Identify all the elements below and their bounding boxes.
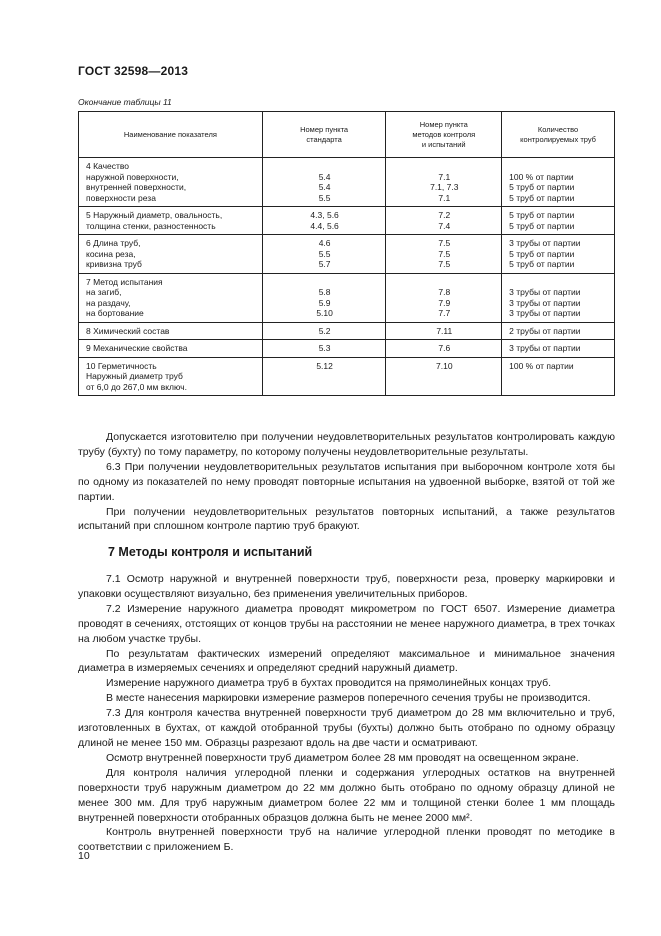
column-header-line: Наименование показателя bbox=[123, 129, 217, 139]
indicator-name-line: наружной поверхности, bbox=[86, 171, 179, 182]
indicator-name-line: 8 Химический состав bbox=[86, 325, 170, 336]
test-method-clause-cell bbox=[386, 322, 502, 340]
sample-quantity-cell bbox=[502, 158, 615, 207]
test-method-clause-line: 7.7 bbox=[438, 308, 451, 318]
indicator-name-cell bbox=[79, 158, 263, 207]
sample-quantity-cell bbox=[502, 357, 615, 396]
standard-clause-line: 4.6 bbox=[318, 238, 331, 248]
test-method-clause-line: 7.5 bbox=[438, 248, 451, 259]
test-method-clause-line: 7.11 bbox=[436, 325, 453, 336]
sample-quantity-line: 5 труб от партии bbox=[509, 259, 575, 269]
standard-clause-line: 5.4 bbox=[318, 171, 331, 182]
standard-clause-cell bbox=[262, 207, 386, 235]
test-method-clause-line: 7.1 bbox=[438, 192, 451, 203]
indicator-name-line: на бортование bbox=[86, 308, 144, 318]
sample-quantity-line bbox=[509, 277, 608, 288]
column-header-line: методов контроля bbox=[412, 129, 476, 139]
paragraph: Осмотр внутренней поверхности труб диаметром более 28 мм проводят на освещенном экране. bbox=[106, 751, 579, 764]
test-method-clause-cell bbox=[386, 158, 502, 207]
standard-clause-line: 5.5 bbox=[318, 192, 331, 203]
sample-quantity-line: 100 % от партии bbox=[509, 171, 574, 182]
column-header-line: Количество bbox=[537, 124, 579, 134]
paragraph: 7.2 Измерение наружного диаметра проводят микрометром по ГОСТ 6507. Измерение диаметра проводят в сечениях, отстоящих от концов трубы на расстоянии не менее наружного диаметра, в трех точках на любом участке трубы. bbox=[78, 602, 615, 645]
column-header bbox=[262, 112, 386, 158]
sample-quantity-line: 5 труб от партии bbox=[509, 220, 575, 231]
indicator-name-cell bbox=[79, 322, 263, 340]
sample-quantity-line: 3 трубы от партии bbox=[509, 297, 581, 308]
standard-clause-line: 5.8 bbox=[318, 287, 331, 297]
sample-quantity-line: 5 труб от партии bbox=[509, 248, 575, 259]
indicator-name-line: 9 Механические свойства bbox=[86, 343, 188, 353]
standard-clause-cell bbox=[262, 235, 386, 274]
table-caption: Окончание таблицы 11 bbox=[78, 97, 172, 107]
paragraph: 6.3 При получении неудовлетворительных результатов испытания при выборочном контроле хотя бы по одному из показателей по нему проводят повторные испытания на удвоенной выборке, взятой от той же партии. bbox=[78, 460, 615, 503]
paragraph: По результатам фактических измерений определяют максимальное и минимальное значения диаметра в измеряемых сечениях и определяют средний наружный диаметр. bbox=[78, 647, 615, 675]
standard-clause-line: 5.2 bbox=[318, 325, 331, 336]
sample-quantity-cell bbox=[502, 322, 615, 340]
paragraph: При получении неудовлетворительных результатов повторных испытаний, а также результатов испытаний при сплошном контроле партию труб бракуют. bbox=[78, 505, 615, 533]
test-method-clause-cell bbox=[386, 273, 502, 322]
indicator-name-cell bbox=[79, 340, 263, 358]
indicator-name-line: от 6,0 до 267,0 мм включ. bbox=[86, 381, 187, 392]
indicator-name-cell bbox=[79, 273, 263, 322]
test-method-clause-line: 7.8 bbox=[438, 287, 451, 297]
standard-clause-line: 4.3, 5.6 bbox=[310, 210, 339, 220]
sample-quantity-line: 5 труб от партии bbox=[509, 192, 575, 203]
standard-clause-cell bbox=[262, 273, 386, 322]
indicator-name-line: 7 Метод испытания bbox=[86, 276, 163, 287]
column-header-line: стандарта bbox=[306, 134, 342, 144]
standard-clause-cell bbox=[262, 322, 386, 340]
sample-quantity-cell bbox=[502, 340, 615, 358]
paragraph: Измерение наружного диаметра труб в бухтах проводится на прямолинейных концах труб. bbox=[106, 677, 552, 690]
test-method-clause-line: 7.1, 7.3 bbox=[430, 182, 459, 192]
indicator-name-cell bbox=[79, 207, 263, 235]
standard-clause-line: 5.4 bbox=[318, 182, 331, 192]
test-method-clause-line: 7.5 bbox=[438, 259, 451, 269]
indicator-name-line: 5 Наружный диаметр, овальность, bbox=[86, 210, 223, 220]
test-method-clause-line: 7.9 bbox=[438, 297, 451, 308]
indicator-name-line: толщина стенки, разностенность bbox=[86, 220, 216, 231]
standard-clause-line: 5.9 bbox=[318, 297, 331, 308]
paragraph: 7.1 Осмотр наружной и внутренней поверхности труб, поверхности реза, проверку маркировки и упаковки осуществляют визуально, без применения увеличительных приборов. bbox=[78, 573, 615, 600]
indicators-table bbox=[78, 111, 615, 396]
standard-clause-line: 5.5 bbox=[318, 248, 331, 259]
sample-quantity-line: 3 трубы от партии bbox=[509, 238, 581, 248]
indicator-name-line: 6 Длина труб, bbox=[86, 238, 141, 248]
page-number: 10 bbox=[78, 850, 90, 862]
table-row bbox=[79, 207, 615, 235]
table-row bbox=[79, 158, 615, 207]
test-method-clause-line: 7.10 bbox=[436, 360, 453, 371]
column-header-line: и испытаний bbox=[421, 139, 466, 149]
test-method-clause-line: 7.5 bbox=[438, 238, 451, 248]
sample-quantity-line: 3 трубы от партии bbox=[509, 308, 581, 318]
table-row bbox=[79, 357, 615, 396]
column-header bbox=[502, 112, 615, 158]
paragraph: В месте нанесения маркировки измерение размеров поперечного сечения трубы не производится. bbox=[106, 692, 591, 705]
sample-quantity-cell bbox=[502, 207, 615, 235]
indicator-name-line: на раздачу, bbox=[86, 297, 131, 308]
standard-clause-line bbox=[270, 277, 380, 288]
standard-clause-line: 5.3 bbox=[318, 343, 331, 353]
sample-quantity-line: 100 % от партии bbox=[509, 360, 574, 371]
indicator-name-cell bbox=[79, 357, 263, 396]
indicator-name-line: внутренней поверхности, bbox=[86, 182, 187, 192]
indicator-name-line: 10 Герметичность bbox=[86, 360, 157, 371]
sample-quantity-line: 3 трубы от партии bbox=[509, 287, 581, 297]
test-method-clause-line bbox=[393, 277, 495, 288]
document-header: ГОСТ 32598—2013 bbox=[78, 64, 189, 78]
text-block-section-7 bbox=[78, 572, 615, 855]
column-header-line: Номер пункта bbox=[419, 119, 468, 129]
test-method-clause-line: 7.6 bbox=[438, 343, 451, 353]
standard-clause-cell bbox=[262, 340, 386, 358]
test-method-clause-line: 7.2 bbox=[438, 210, 451, 220]
test-method-clause-cell bbox=[386, 340, 502, 358]
indicator-name-line: косина реза, bbox=[86, 248, 136, 259]
standard-clause-line: 4.4, 5.6 bbox=[310, 220, 339, 231]
standard-clause-line: 5.10 bbox=[316, 308, 333, 318]
table-header-row bbox=[79, 112, 615, 158]
column-header-line: контролируемых труб bbox=[520, 134, 596, 144]
column-header bbox=[79, 112, 263, 158]
paragraph: Допускается изготовителю при получении неудовлетворительных результатов контролировать каждую трубу (бухту) по тому параметру, по которому получены неудовлетворительные результаты. bbox=[78, 431, 615, 458]
table-body bbox=[79, 158, 615, 396]
indicator-name-line: Наружный диаметр труб bbox=[86, 371, 183, 381]
indicator-name-line: поверхности реза bbox=[86, 192, 156, 203]
standard-clause-cell bbox=[262, 158, 386, 207]
indicator-name-line: на загиб, bbox=[86, 287, 122, 297]
sample-quantity-line: 2 трубы от партии bbox=[509, 325, 581, 336]
test-method-clause-line: 7.4 bbox=[438, 220, 451, 231]
indicator-name-line: кривизна труб bbox=[86, 259, 142, 269]
test-method-clause-cell bbox=[386, 207, 502, 235]
column-header-line: Номер пункта bbox=[300, 124, 349, 134]
test-method-clause-cell bbox=[386, 357, 502, 396]
standard-clause-line: 5.7 bbox=[318, 259, 331, 269]
paragraph: 7.3 Для контроля качества внутренней поверхности труб диаметром до 28 мм включительно и труб, изготовленных в бухтах, от каждой отобранной трубы (бухты) должно быть отобрано по одному образцу длиной не менее 150 мм. Образцы разрезают вдоль на две части и осматривают. bbox=[78, 707, 615, 749]
column-header bbox=[386, 112, 502, 158]
test-method-clause-line bbox=[393, 161, 495, 172]
test-method-clause-line: 7.1 bbox=[438, 171, 451, 182]
table-row bbox=[79, 340, 615, 358]
paragraph: Для контроля наличия углеродной пленки и содержания углеродных остатков на внутренней поверхности труб наружным диаметром до 22 мм должно быть отобрано по одному образцу длиной не менее 300 мм. Для труб наружным диаметром более 22 мм и толщиной стенки более 1 мм площадь внутренней поверхности отобранных образцов должна быть не менее 2000 мм². bbox=[78, 766, 615, 824]
table-row bbox=[79, 235, 615, 274]
paragraph: Контроль внутренней поверхности труб на наличие углеродной пленки проводят по методике в соответствии с приложением Б. bbox=[78, 826, 615, 854]
indicator-name-cell bbox=[79, 235, 263, 274]
sample-quantity-line: 3 трубы от партии bbox=[509, 343, 581, 353]
table-row bbox=[79, 322, 615, 340]
test-method-clause-cell bbox=[386, 235, 502, 274]
indicator-name-line: 4 Качество bbox=[86, 161, 130, 171]
section-title: 7 Методы контроля и испытаний bbox=[108, 545, 313, 559]
sample-quantity-line: 5 труб от партии bbox=[509, 210, 575, 220]
standard-clause-line: 5.12 bbox=[316, 360, 333, 371]
standard-clause-cell bbox=[262, 357, 386, 396]
sample-quantity-line bbox=[509, 161, 608, 172]
standard-clause-line bbox=[270, 161, 380, 172]
table-row bbox=[79, 273, 615, 322]
sample-quantity-cell bbox=[502, 273, 615, 322]
sample-quantity-cell bbox=[502, 235, 615, 274]
text-block-before-section bbox=[78, 430, 615, 534]
sample-quantity-line: 5 труб от партии bbox=[509, 182, 575, 192]
